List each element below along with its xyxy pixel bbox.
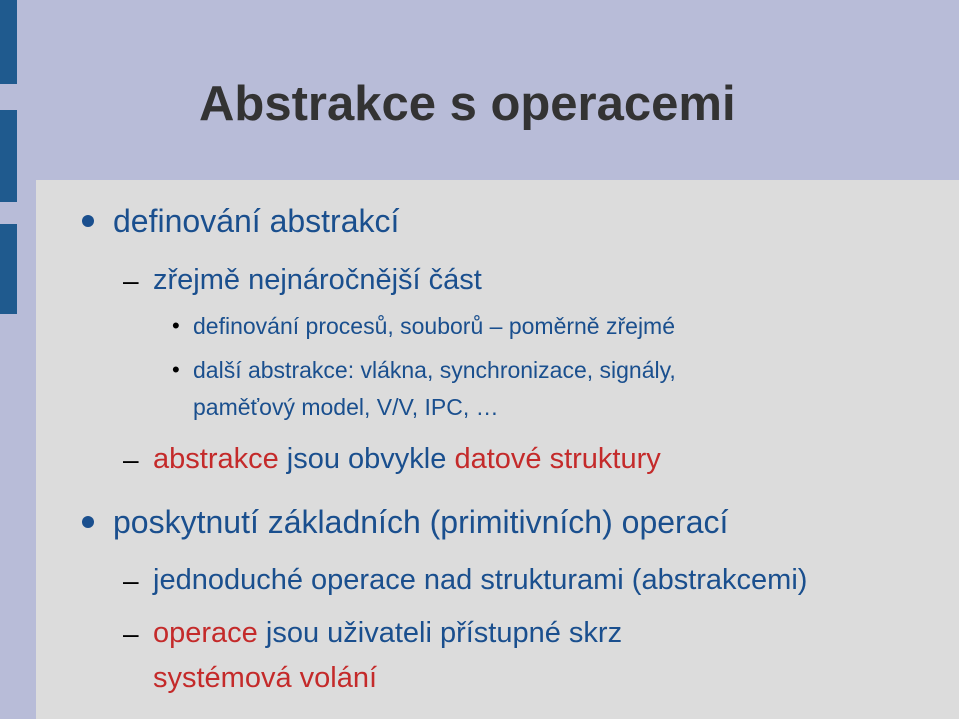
highlight-term: operace [153,617,258,649]
dash-icon: – [123,565,139,596]
dash-icon: – [123,444,139,475]
accent-bar-top [0,0,17,84]
bullet-level3-continuation: paměťový model, V/V, IPC, … [193,394,499,420]
bullet-level1: definování abstrakcí [113,203,400,239]
slide-title: Abstrakce s operacemi [199,77,736,131]
dash-icon: – [123,618,139,649]
bullet-level2: jednoduché operace nad strukturami (abstrakcemi) [153,564,808,596]
highlight-term: datové struktury [454,443,661,475]
bullet-level2-continuation: systémová volání [153,662,378,694]
bullet-level2 [153,441,661,477]
plain-text: jsou obvykle [278,443,455,475]
bullet-level2: zřejmě nejnáročnější část [153,264,482,296]
bullet-level3: definování procesů, souborů ‒ poměrně zřejmé [193,313,676,339]
small-bullet-icon: • [172,357,180,382]
accent-bar-middle [0,110,17,202]
bullet-dot-icon [82,215,94,227]
bullet-level2 [153,615,622,651]
plain-text: jsou uživateli přístupné skrz [257,617,623,649]
bullet-level3: další abstrakce: vlákna, synchronizace, signály, [193,357,676,383]
bullet-dot-icon [82,516,94,528]
highlight-term: abstrakce [153,443,279,475]
bullet-level1: poskytnutí základních (primitivních) operací [113,504,729,540]
small-bullet-icon: • [172,313,180,338]
accent-bar-bottom [0,224,17,314]
dash-icon: – [123,265,139,296]
